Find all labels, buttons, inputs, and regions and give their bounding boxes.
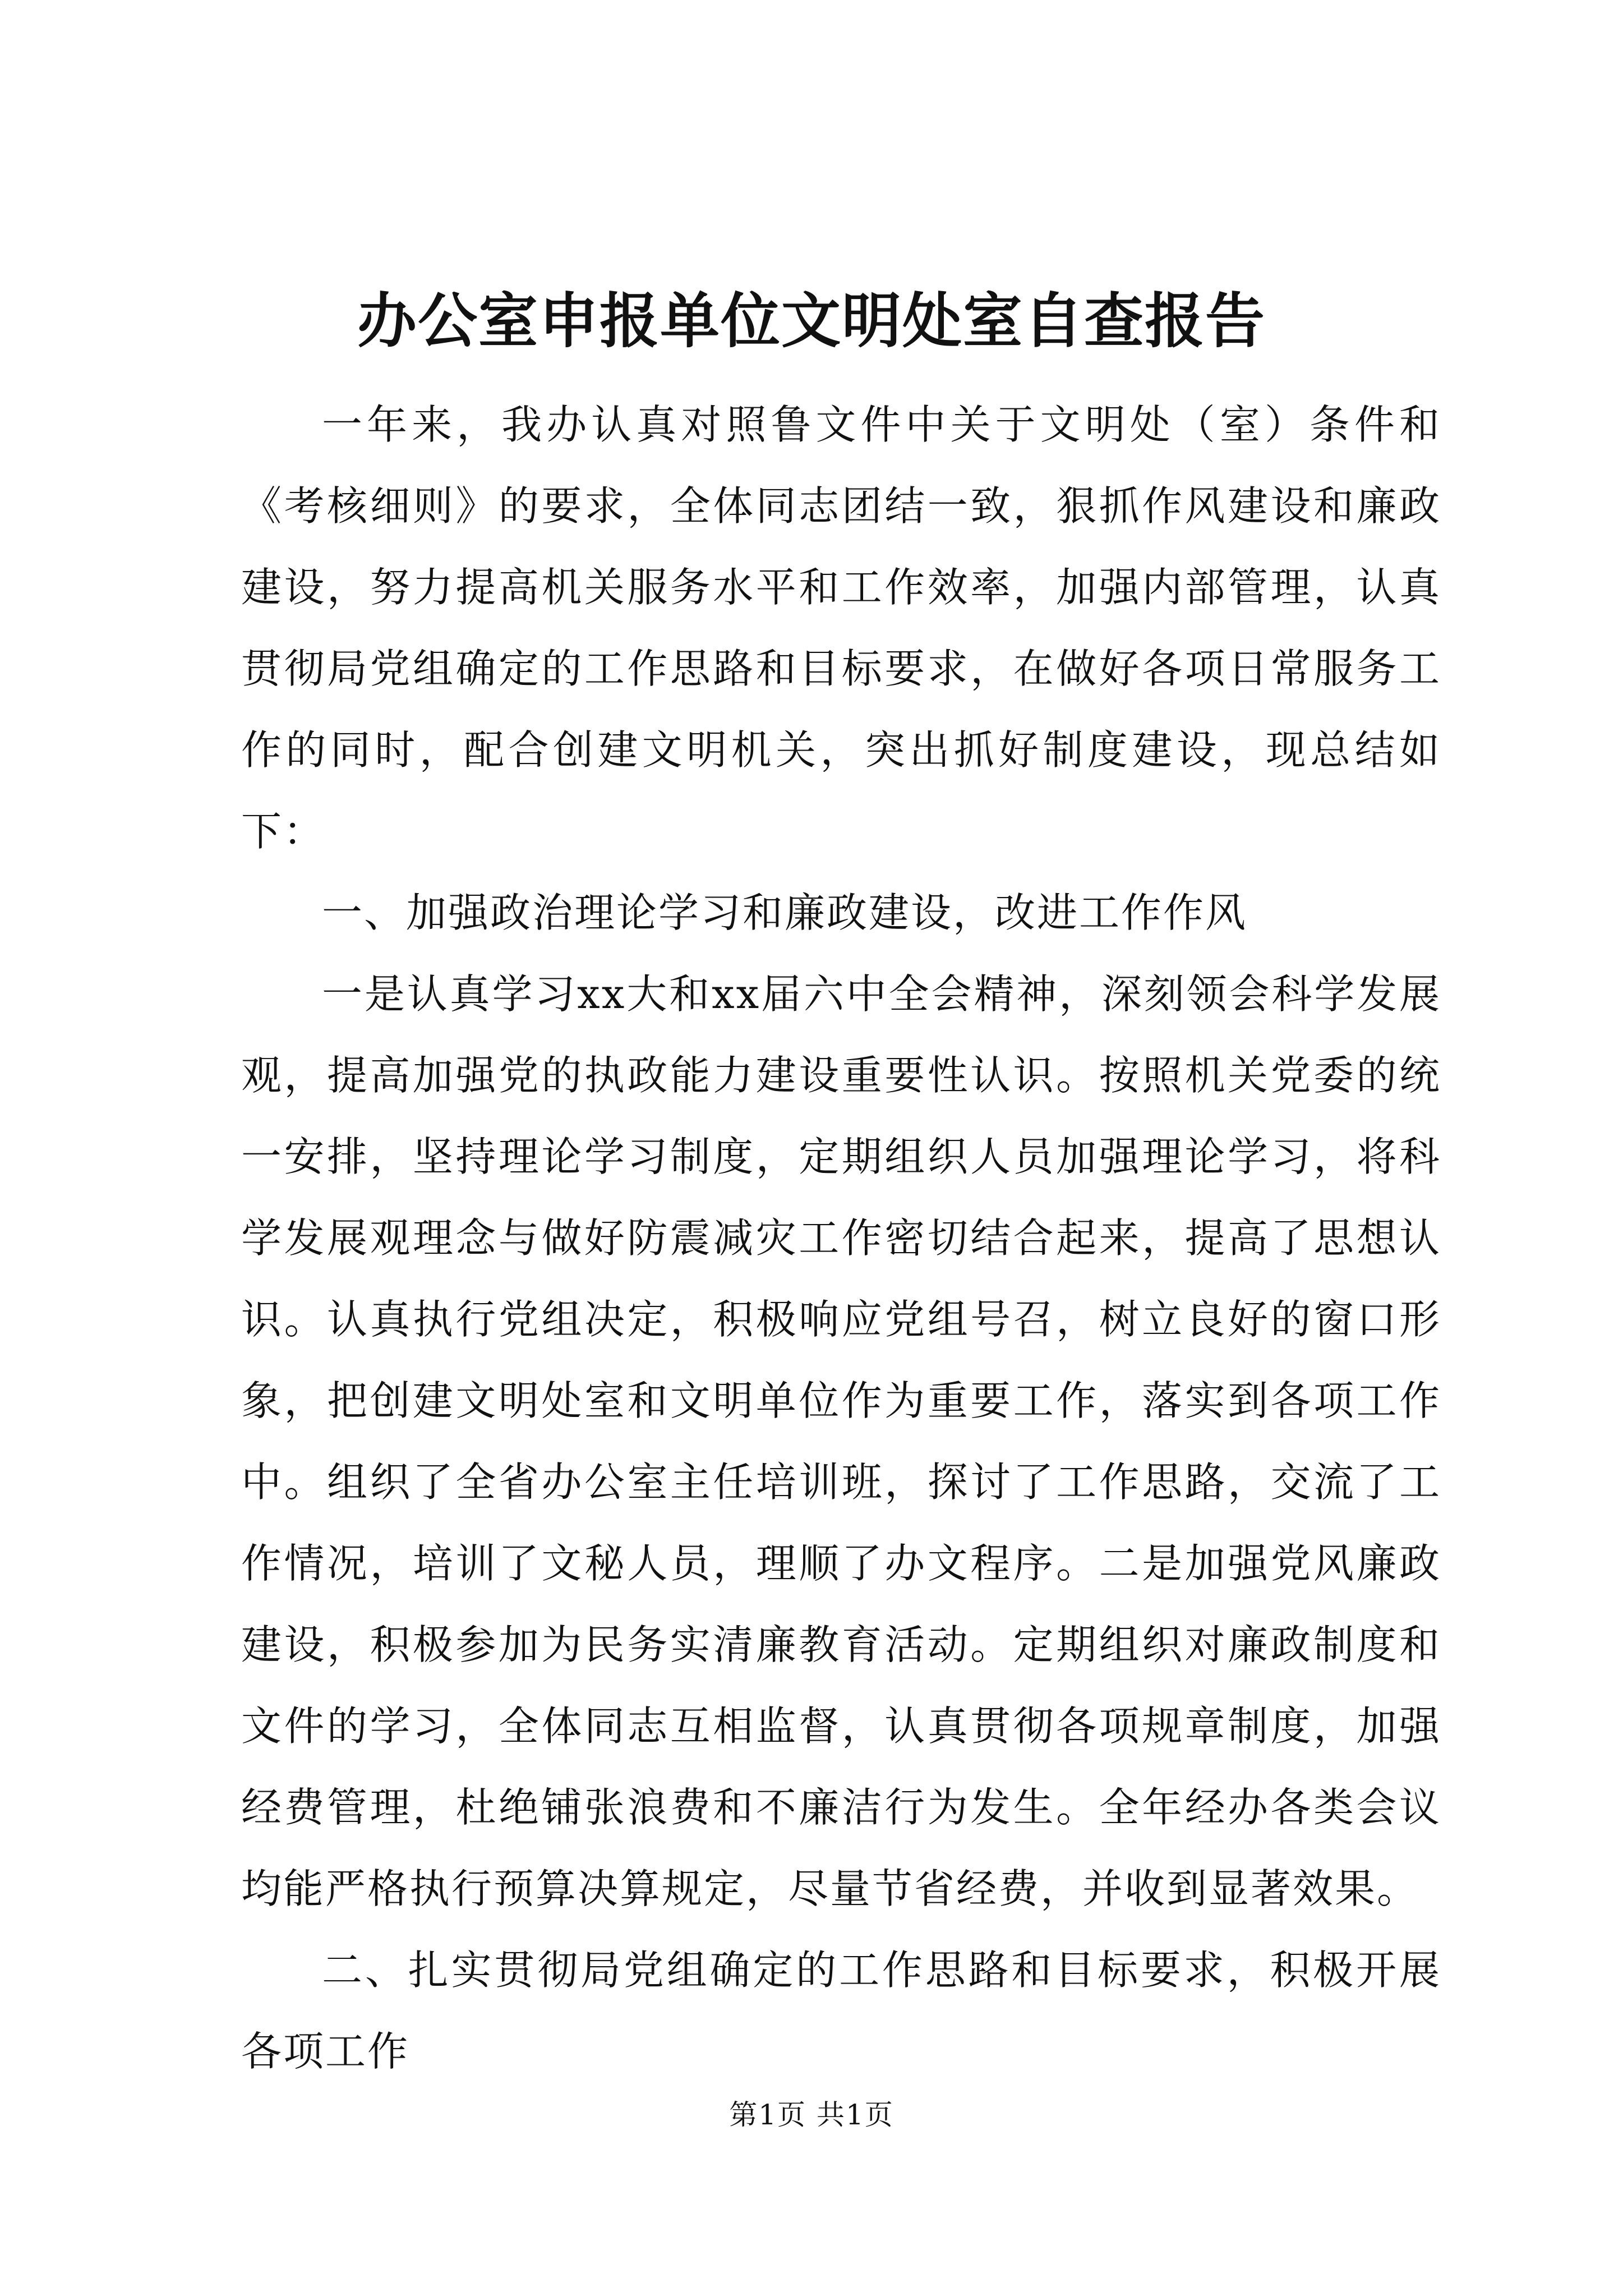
intro-paragraph: 一年来，我办认真对照鲁文件中关于文明处（室）条件和《考核细则》的要求，全体同志团结一致，狠抓作风建设和廉政建设，努力提高机关服务水平和工作效率，加强内部管理，认真贯彻局党组确定的工作思路和目标要求，在做好各项日常服务工作的同时，配合创建文明机关，突出抓好制度建设，现总结如下： <box>241 401 1441 855</box>
section-heading-2: 二、扎实贯彻局党组确定的工作思路和目标要求，积极开展各项工作 <box>241 1947 1441 2075</box>
page-footer: 第1页 共1页 <box>729 2099 894 2131</box>
section-heading-1: 一、加强政治理论学习和廉政建设，改进工作作风 <box>322 889 1248 936</box>
document-title: 办公室申报单位文明处室自查报告 <box>357 286 1266 356</box>
document-body <box>241 384 1441 2092</box>
section-1-paragraph: 一是认真学习xx大和xx届六中全会精神，深刻领会科学发展观，提高加强党的执政能力建设重要性认识。按照机关党委的统一安排，坚持理论学习制度，定期组织人员加强理论学习，将科学发展观理念与做好防震减灾工作密切结合起来，提高了思想认识。认真执行党组决定，积极响应党组号召，树立良好的窗口形象，把创建文明处室和文明单位作为重要工作，落实到各项工作中。组织了全省办公室主任培训班，探讨了工作思路，交流了工作情况，培训了文秘人员，理顺了办文程序。二是加强党风廉政建设，积极参加为民务实清廉教育活动。定期组织对廉政制度和文件的学习，全体同志互相监督，认真贯彻各项规章制度，加强经费管理，杜绝铺张浪费和不廉洁行为发生。全年经办各类会议均能严格执行预算决算规定，尽量节省经费，并收到显著效果。 <box>241 970 1441 1912</box>
